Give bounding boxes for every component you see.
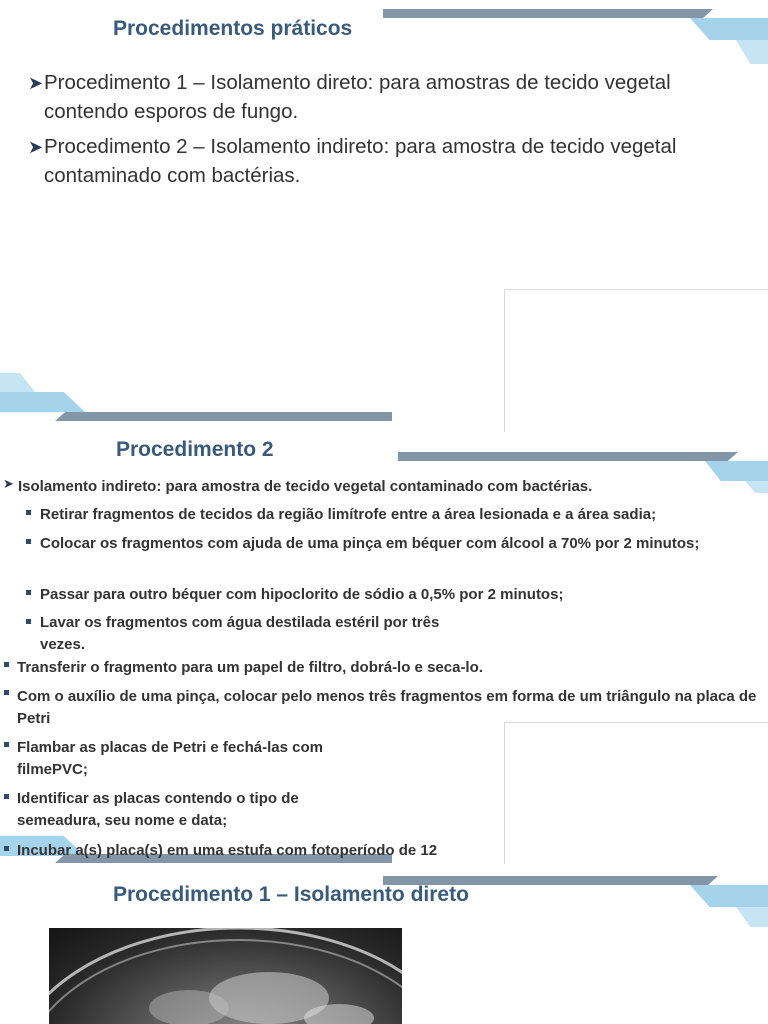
decor-bar-bottom-light-small bbox=[0, 373, 36, 393]
decor-bar-top-light bbox=[690, 885, 768, 907]
slide-procedimento-2 bbox=[0, 432, 768, 864]
decor-bar-top-light-2 bbox=[736, 907, 768, 927]
list-item: Lavar os fragmentos com água destilada estéril por três vezes. bbox=[40, 614, 440, 653]
arrow-bullet-icon: ➤ bbox=[28, 73, 44, 93]
petri-dish-photo bbox=[49, 928, 402, 1024]
list-item: Com o auxílio de uma pinça, colocar pelo menos três fragmentos em forma de um triângulo na placa de Petri bbox=[17, 688, 757, 727]
square-bullet-icon bbox=[26, 590, 31, 595]
slide-procedimentos-praticos bbox=[0, 0, 768, 432]
petri-dish-illustration bbox=[49, 928, 402, 1024]
list-item: Passar para outro béquer com hipoclorito de sódio a 0,5% por 2 minutos; bbox=[40, 586, 564, 603]
slide2-title: Procedimento 2 bbox=[116, 438, 274, 461]
slide-procedimento-1 bbox=[0, 864, 768, 1024]
list-item: ➤ Procedimento 1 – Isolamento direto: para amostras de tecido vegetal contendo esporos de fungo. bbox=[28, 71, 671, 123]
list-item: Flambar as placas de Petri e fechá-las com filmePVC; bbox=[17, 739, 323, 778]
list-item: Identificar as placas contendo o tipo de semeadura, seu nome e data; bbox=[17, 790, 299, 829]
square-bullet-icon bbox=[4, 690, 9, 695]
list-item: ➤ Procedimento 2 – Isolamento indireto: para amostra de tecido vegetal contaminado com bactérias. bbox=[28, 135, 677, 187]
decor-bar-bottom-light bbox=[0, 392, 85, 412]
list-item: Colocar os fragmentos com ajuda de uma pinça em béquer com álcool a 70% por 2 minutos; bbox=[40, 535, 700, 552]
decor-bar-top-light-2 bbox=[736, 40, 768, 64]
intro-text: Isolamento indireto: para amostra de tecido vegetal contaminado com bactérias. bbox=[18, 478, 593, 495]
image-placeholder bbox=[504, 289, 768, 432]
image-placeholder bbox=[504, 722, 768, 864]
arrow-bullet-icon: ➤ bbox=[3, 476, 14, 491]
slide3-title: Procedimento 1 – Isolamento direto bbox=[113, 883, 469, 906]
square-bullet-icon bbox=[4, 662, 9, 667]
decor-bar-top-dark bbox=[383, 9, 713, 18]
square-bullet-icon bbox=[26, 619, 31, 624]
slide1-bullet-list bbox=[28, 68, 748, 196]
decor-bar-top-light bbox=[690, 18, 768, 40]
list-item: Retirar fragmentos de tecidos da região limítrofe entre a área lesionada e a área sadia; bbox=[40, 506, 657, 523]
arrow-bullet-icon: ➤ bbox=[28, 137, 44, 157]
square-bullet-icon bbox=[26, 510, 31, 515]
square-bullet-icon bbox=[26, 539, 31, 544]
decor-bar-top-dark bbox=[398, 452, 738, 461]
list-item: Transferir o fragmento para um papel de filtro, dobrá-lo e seca-lo. bbox=[17, 659, 483, 676]
list-item: Incubar a(s) placa(s) em uma estufa com fotoperíodo de 12 bbox=[17, 842, 438, 859]
square-bullet-icon bbox=[4, 794, 9, 799]
slide1-title: Procedimentos práticos bbox=[113, 17, 353, 40]
square-bullet-icon bbox=[4, 846, 9, 851]
decor-bar-bottom-dark bbox=[55, 412, 392, 421]
square-bullet-icon bbox=[4, 742, 9, 747]
